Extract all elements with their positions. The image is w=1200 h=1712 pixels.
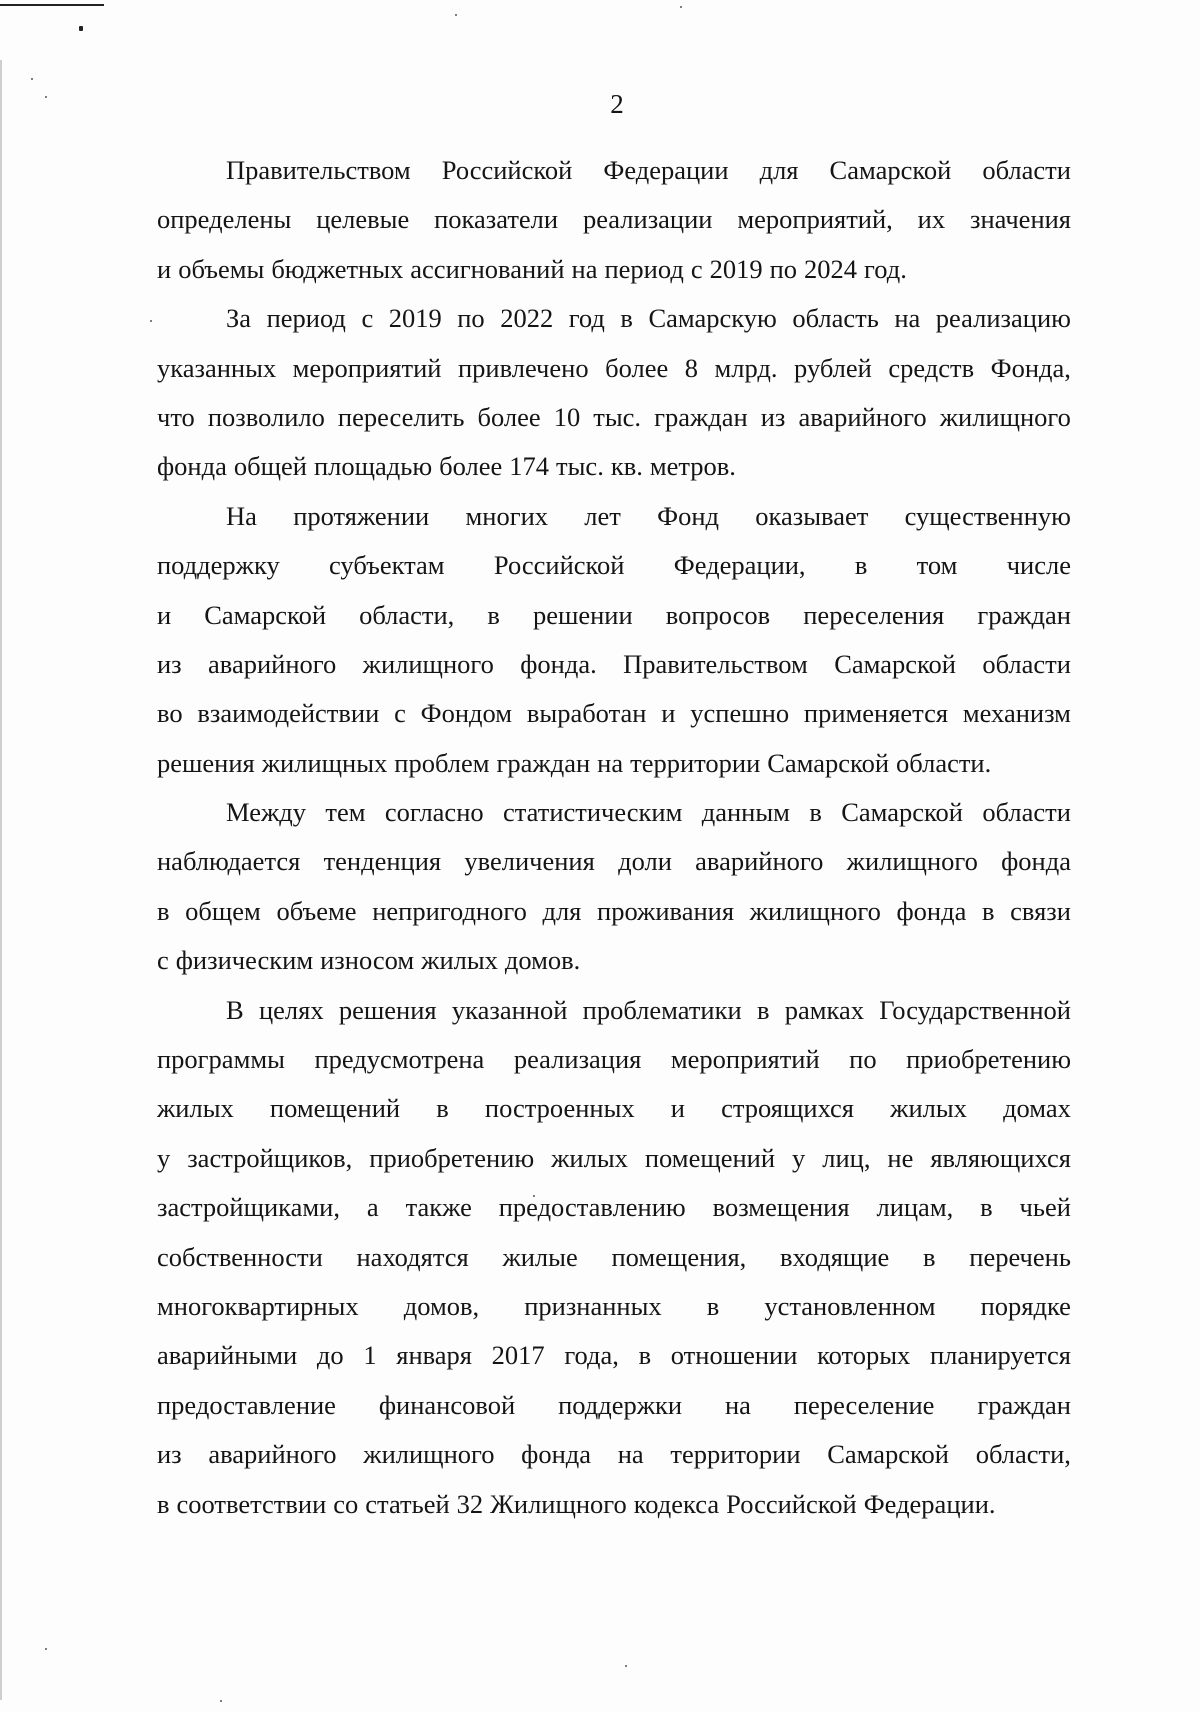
text-line: аварийными до 1 января 2017 года, в отношении которых планируется [157, 1340, 1071, 1371]
text-line: у застройщиков, приобретению жилых помещений у лиц, не являющихся [157, 1142, 1071, 1173]
text-line: во взаимодействии с Фондом выработан и успешно применяется механизм [157, 698, 1071, 729]
scan-speck [45, 1648, 47, 1650]
scan-speck [680, 6, 682, 8]
scan-edge-mark [0, 4, 104, 6]
scan-speck [31, 78, 33, 80]
text-line: предоставление финансовой поддержки на переселение граждан [157, 1389, 1071, 1420]
paragraph [157, 150, 1071, 298]
text-line: фонда общей площадью более 174 тыс. кв. метров. [157, 451, 736, 482]
text-line: и объемы бюджетных ассигнований на период с 2019 по 2024 год. [157, 253, 907, 284]
paragraph [157, 496, 1071, 792]
scan-speck [625, 1665, 627, 1667]
text-line: За период с 2019 по 2022 год в Самарскую область на реализацию [226, 303, 1071, 334]
text-line: из аварийного жилищного фонда на территории Самарской области, [157, 1439, 1071, 1470]
text-line: застройщиками, а также предоставлению возмещения лицам, в чьей [157, 1192, 1071, 1223]
text-line: с физическим износом жилых домов. [157, 945, 581, 976]
text-line: программы предусмотрена реализация мероприятий по приобретению [157, 1044, 1071, 1075]
text-line: определены целевые показатели реализации мероприятий, их значения [157, 204, 1071, 235]
text-line: что позволило переселить более 10 тыс. граждан из аварийного жилищного [157, 401, 1071, 432]
scan-speck [220, 1700, 222, 1702]
text-line: в соответствии со статьей 32 Жилищного кодекса Российской Федерации. [157, 1488, 996, 1519]
scan-left-edge [0, 60, 2, 1700]
text-line: в общем объеме непригодного для проживания жилищного фонда в связи [157, 895, 1071, 926]
scan-speck [79, 26, 83, 31]
scan-speck [455, 14, 457, 16]
text-line: многоквартирных домов, признанных в установленном порядке [157, 1290, 1071, 1321]
page-number: 2 [610, 89, 624, 119]
text-line: собственности находятся жилые помещения, входящие в перечень [157, 1241, 1071, 1272]
text-line: решения жилищных проблем граждан на территории Самарской области. [157, 747, 992, 778]
text-line: поддержку субъектам Российской Федерации, в том числе [157, 550, 1071, 581]
scan-speck [150, 320, 152, 322]
text-line: указанных мероприятий привлечено более 8 млрд. рублей средств Фонда, [157, 352, 1071, 383]
text-line: Между тем согласно статистическим данным в Самарской области [226, 797, 1071, 828]
body-text [157, 150, 1071, 1533]
text-line: В целях решения указанной проблематики в рамках Государственной [226, 994, 1071, 1025]
paragraph [157, 792, 1071, 990]
paragraph [157, 298, 1071, 496]
text-line: из аварийного жилищного фонда. Правительством Самарской области [157, 648, 1071, 679]
text-line: и Самарской области, в решении вопросов переселения граждан [157, 599, 1071, 630]
text-line: наблюдается тенденция увеличения доли аварийного жилищного фонда [157, 846, 1071, 877]
text-line: На протяжении многих лет Фонд оказывает существенную [226, 500, 1071, 531]
text-line: Правительством Российской Федерации для Самарской области [226, 155, 1071, 185]
paragraph [157, 990, 1071, 1533]
text-line: жилых помещений в построенных и строящихся жилых домах [157, 1093, 1071, 1124]
